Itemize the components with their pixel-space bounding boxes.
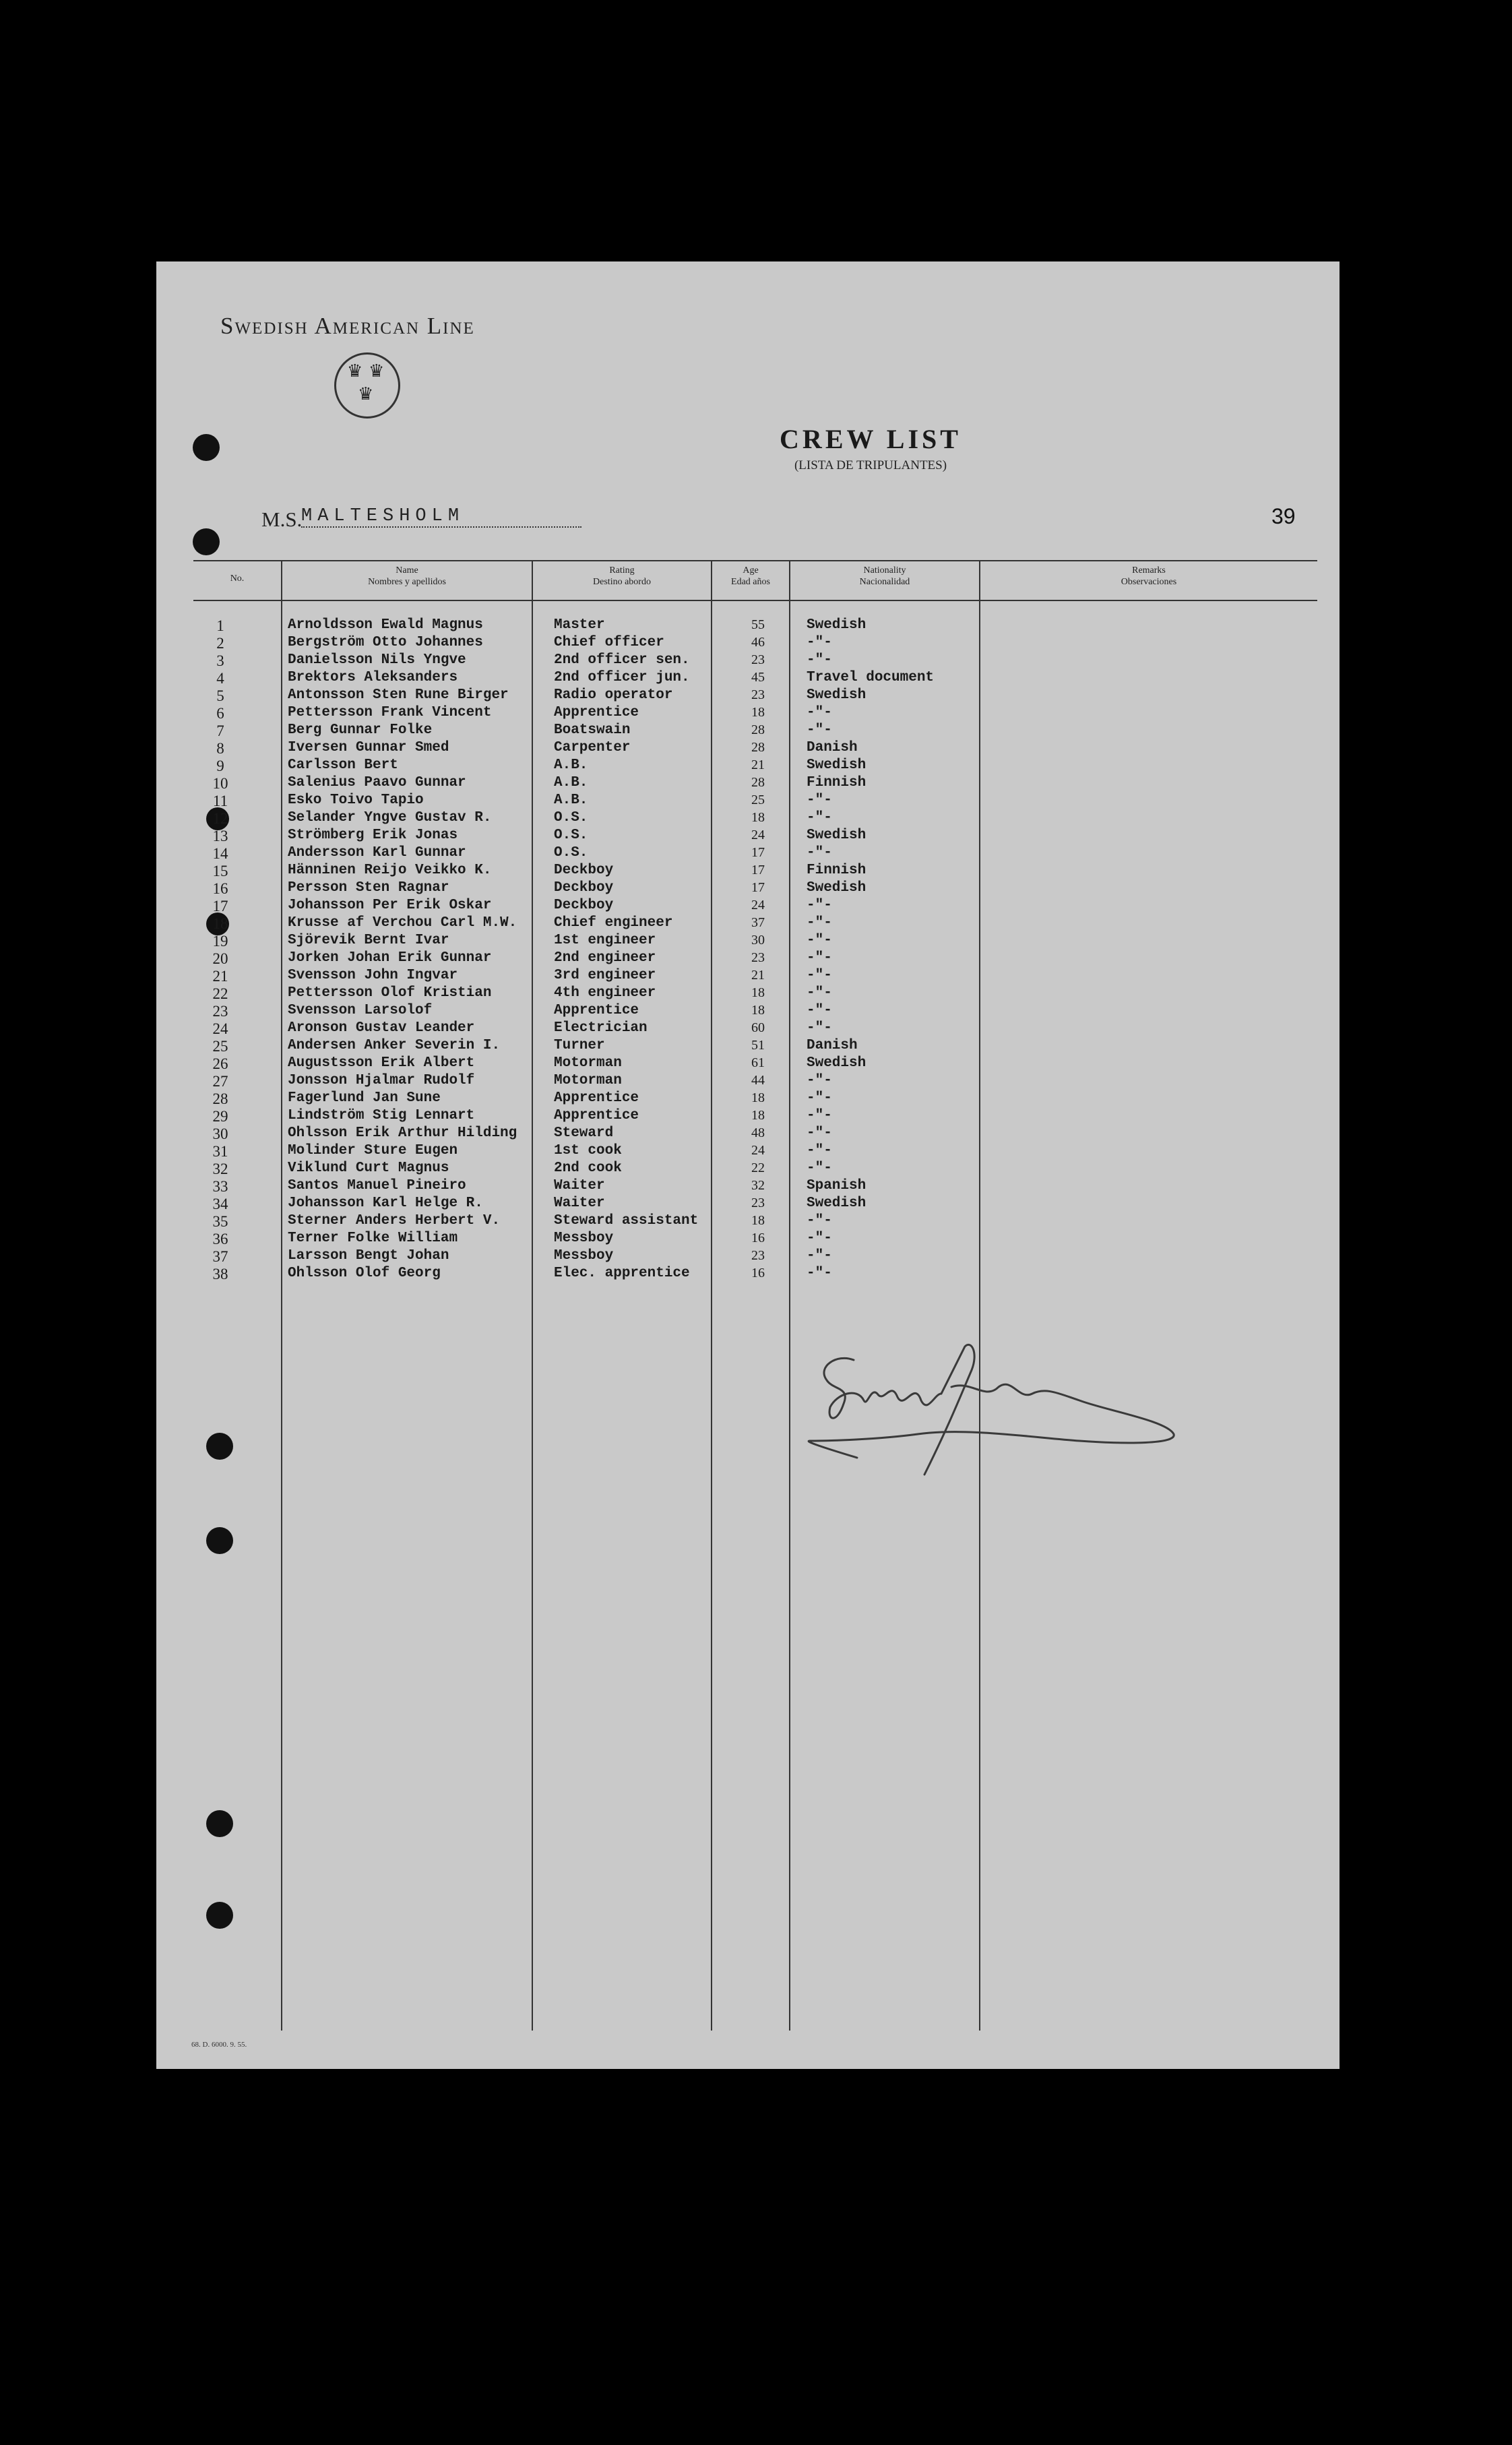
crew-age: 30 bbox=[751, 933, 765, 948]
crew-rating: 2nd officer jun. bbox=[554, 670, 690, 685]
crew-age: 17 bbox=[751, 863, 765, 877]
header-remarks-en: Remarks bbox=[1132, 565, 1166, 576]
crew-name: Augustsson Erik Albert bbox=[288, 1055, 475, 1071]
crew-nationality: -"- bbox=[807, 1090, 832, 1106]
crew-name: Danielsson Nils Yngve bbox=[288, 652, 466, 668]
crew-number: 10 bbox=[212, 775, 228, 792]
crew-rating: 4th engineer bbox=[554, 985, 656, 1001]
crew-number: 11 bbox=[212, 793, 228, 809]
crew-age: 23 bbox=[751, 950, 765, 965]
header-rating bbox=[533, 565, 711, 588]
crew-age: 37 bbox=[751, 915, 765, 930]
crew-age: 22 bbox=[751, 1160, 765, 1175]
crew-age: 44 bbox=[751, 1073, 765, 1088]
crew-number: 23 bbox=[212, 1003, 228, 1020]
crew-rating: 3rd engineer bbox=[554, 968, 656, 983]
crew-age: 60 bbox=[751, 1020, 765, 1035]
crew-rating: Waiter bbox=[554, 1196, 605, 1211]
crew-number: 26 bbox=[212, 1055, 228, 1072]
crew-age: 16 bbox=[751, 1231, 765, 1245]
crew-age: 23 bbox=[751, 1248, 765, 1263]
table-header-rule bbox=[193, 600, 1317, 601]
crew-number: 29 bbox=[212, 1108, 228, 1125]
crew-rating: Apprentice bbox=[554, 1108, 639, 1123]
crew-name: Krusse af Verchou Carl M.W. bbox=[288, 915, 517, 931]
crew-name: Persson Sten Ragnar bbox=[288, 880, 449, 896]
crew-name: Berg Gunnar Folke bbox=[288, 722, 433, 738]
header-rating-es: Destino abordo bbox=[593, 577, 651, 587]
crew-nationality: -"- bbox=[807, 1213, 832, 1229]
page-number: 39 bbox=[1271, 504, 1296, 528]
crew-number: 24 bbox=[212, 1020, 228, 1037]
header-nationality-en: Nationality bbox=[863, 565, 906, 576]
crew-nationality: Swedish bbox=[807, 757, 867, 773]
crew-number: 17 bbox=[212, 898, 228, 915]
crew-nationality: -"- bbox=[807, 705, 832, 720]
column-divider bbox=[711, 561, 712, 2031]
three-crowns-logo: ♛ ♛ ♛ bbox=[334, 352, 400, 419]
crew-rating: Steward bbox=[554, 1125, 614, 1141]
crew-name: Jorken Johan Erik Gunnar bbox=[288, 950, 492, 966]
crew-age: 48 bbox=[751, 1125, 765, 1140]
crew-number: 30 bbox=[212, 1125, 228, 1142]
crew-name: Larsson Bengt Johan bbox=[288, 1248, 449, 1264]
crew-rating: A.B. bbox=[554, 757, 588, 773]
crew-nationality: -"- bbox=[807, 810, 832, 826]
crew-rating: Deckboy bbox=[554, 898, 614, 913]
crew-nationality: Spanish bbox=[807, 1178, 867, 1194]
crew-number: 20 bbox=[212, 950, 228, 967]
header-age bbox=[712, 565, 789, 588]
crew-number: 31 bbox=[212, 1143, 228, 1160]
crew-age: 51 bbox=[751, 1038, 765, 1053]
crew-name: Carlsson Bert bbox=[288, 757, 398, 773]
crew-rating: Waiter bbox=[554, 1178, 605, 1194]
crew-nationality: Danish bbox=[807, 740, 858, 755]
crew-name: Johansson Karl Helge R. bbox=[288, 1196, 483, 1211]
crew-name: Santos Manuel Pineiro bbox=[288, 1178, 466, 1194]
header-no bbox=[193, 573, 281, 584]
crew-number: 2 bbox=[216, 635, 224, 652]
crew-age: 45 bbox=[751, 670, 765, 685]
crew-number: 25 bbox=[212, 1038, 228, 1055]
page-subtitle: (LISTA DE TRIPULANTES) bbox=[794, 458, 947, 472]
crew-nationality: -"- bbox=[807, 1003, 832, 1018]
crew-age: 61 bbox=[751, 1055, 765, 1070]
crew-age: 24 bbox=[751, 1143, 765, 1158]
crew-name: Sjörevik Bernt Ivar bbox=[288, 933, 449, 948]
crew-name: Sterner Anders Herbert V. bbox=[288, 1213, 501, 1229]
crew-number: 36 bbox=[212, 1231, 228, 1247]
crew-name: Lindström Stig Lennart bbox=[288, 1108, 475, 1123]
crew-rating: 2nd engineer bbox=[554, 950, 656, 966]
crew-rating: O.S. bbox=[554, 810, 588, 826]
column-divider bbox=[281, 561, 282, 2031]
crew-rating: Messboy bbox=[554, 1231, 614, 1246]
crew-name: Pettersson Frank Vincent bbox=[288, 705, 492, 720]
crew-name: Svensson Larsolof bbox=[288, 1003, 433, 1018]
crew-age: 18 bbox=[751, 1003, 765, 1018]
crew-number: 8 bbox=[216, 740, 224, 757]
crew-nationality: -"- bbox=[807, 722, 832, 738]
crew-number: 16 bbox=[212, 880, 228, 897]
crew-age: 18 bbox=[751, 1090, 765, 1105]
crew-age: 18 bbox=[751, 1213, 765, 1228]
crew-nationality: Finnish bbox=[807, 775, 867, 791]
crew-rating: Apprentice bbox=[554, 1090, 639, 1106]
crew-name: Jonsson Hjalmar Rudolf bbox=[288, 1073, 475, 1088]
crew-age: 32 bbox=[751, 1178, 765, 1193]
crew-age: 28 bbox=[751, 722, 765, 737]
crew-rating: O.S. bbox=[554, 845, 588, 861]
crew-number: 14 bbox=[212, 845, 228, 862]
crew-name: Andersen Anker Severin I. bbox=[288, 1038, 501, 1053]
punch-hole bbox=[193, 434, 220, 461]
crew-name: Selander Yngve Gustav R. bbox=[288, 810, 492, 826]
crew-age: 18 bbox=[751, 985, 765, 1000]
crew-nationality: -"- bbox=[807, 1108, 832, 1123]
crew-nationality: Travel document bbox=[807, 670, 935, 685]
crew-rating: 1st cook bbox=[554, 1143, 622, 1158]
crew-number: 12 bbox=[212, 810, 228, 827]
crew-age: 16 bbox=[751, 1266, 765, 1280]
header-remarks bbox=[980, 565, 1317, 588]
header-age-en: Age bbox=[743, 565, 759, 576]
crew-nationality: -"- bbox=[807, 652, 832, 668]
crew-nationality: -"- bbox=[807, 968, 832, 983]
crew-name: Aronson Gustav Leander bbox=[288, 1020, 475, 1036]
crew-nationality: -"- bbox=[807, 1231, 832, 1246]
crew-name: Iversen Gunnar Smed bbox=[288, 740, 449, 755]
crew-nationality: Swedish bbox=[807, 687, 867, 703]
crew-name: Ohlsson Olof Georg bbox=[288, 1266, 441, 1281]
column-divider bbox=[789, 561, 790, 2031]
crew-rating: Boatswain bbox=[554, 722, 631, 738]
crew-age: 55 bbox=[751, 617, 765, 632]
crew-rating: Apprentice bbox=[554, 705, 639, 720]
crew-name: Hänninen Reijo Veikko K. bbox=[288, 863, 492, 878]
crew-number: 35 bbox=[212, 1213, 228, 1230]
crew-name: Viklund Curt Magnus bbox=[288, 1160, 449, 1176]
crew-name: Ohlsson Erik Arthur Hilding bbox=[288, 1125, 517, 1141]
crew-rating: 2nd officer sen. bbox=[554, 652, 690, 668]
header-nationality-es: Nacionalidad bbox=[859, 577, 910, 587]
crew-nationality: Swedish bbox=[807, 617, 867, 633]
crew-name: Terner Folke William bbox=[288, 1231, 458, 1246]
crew-name: Brektors Aleksanders bbox=[288, 670, 458, 685]
crew-nationality: -"- bbox=[807, 1248, 832, 1264]
crew-number: 7 bbox=[216, 722, 224, 739]
crew-number: 21 bbox=[212, 968, 228, 985]
crew-rating: Electrician bbox=[554, 1020, 648, 1036]
header-name-en: Name bbox=[396, 565, 418, 576]
crew-rating: Motorman bbox=[554, 1055, 622, 1071]
crew-nationality: Swedish bbox=[807, 828, 867, 843]
crew-number: 34 bbox=[212, 1196, 228, 1212]
crew-number: 19 bbox=[212, 933, 228, 950]
crew-age: 25 bbox=[751, 793, 765, 807]
crew-rating: Master bbox=[554, 617, 605, 633]
crew-number: 37 bbox=[212, 1248, 228, 1265]
crew-nationality: -"- bbox=[807, 915, 832, 931]
crew-nationality: -"- bbox=[807, 985, 832, 1001]
crew-number: 28 bbox=[212, 1090, 228, 1107]
crew-age: 28 bbox=[751, 740, 765, 755]
crew-name: Andersson Karl Gunnar bbox=[288, 845, 466, 861]
crew-number: 32 bbox=[212, 1160, 228, 1177]
crew-nationality: Danish bbox=[807, 1038, 858, 1053]
crew-rating: 1st engineer bbox=[554, 933, 656, 948]
crew-number: 22 bbox=[212, 985, 228, 1002]
crew-rating: Elec. apprentice bbox=[554, 1266, 690, 1281]
crew-name: Pettersson Olof Kristian bbox=[288, 985, 492, 1001]
crew-rating: Radio operator bbox=[554, 687, 673, 703]
crew-rating: Deckboy bbox=[554, 863, 614, 878]
crew-nationality: Finnish bbox=[807, 863, 867, 878]
crew-nationality: -"- bbox=[807, 950, 832, 966]
crew-rating: A.B. bbox=[554, 775, 588, 791]
crew-nationality: -"- bbox=[807, 933, 832, 948]
crew-rating: Messboy bbox=[554, 1248, 614, 1264]
crew-rating: Carpenter bbox=[554, 740, 631, 755]
crew-nationality: -"- bbox=[807, 898, 832, 913]
crew-number: 18 bbox=[212, 915, 228, 932]
header-age-es: Edad años bbox=[731, 577, 770, 587]
crew-number: 15 bbox=[212, 863, 228, 879]
crew-nationality: Swedish bbox=[807, 880, 867, 896]
crew-age: 28 bbox=[751, 775, 765, 790]
punch-hole bbox=[206, 1527, 233, 1554]
crew-nationality: -"- bbox=[807, 1266, 832, 1281]
crew-age: 21 bbox=[751, 757, 765, 772]
crew-rating: Motorman bbox=[554, 1073, 622, 1088]
crew-number: 33 bbox=[212, 1178, 228, 1195]
header-name bbox=[282, 565, 532, 588]
crew-nationality: Swedish bbox=[807, 1196, 867, 1211]
crew-number: 4 bbox=[216, 670, 224, 687]
crew-nationality: -"- bbox=[807, 845, 832, 861]
crew-rating: Chief officer bbox=[554, 635, 664, 650]
page-title: CREW LIST bbox=[780, 424, 962, 454]
crew-name: Salenius Paavo Gunnar bbox=[288, 775, 466, 791]
crew-age: 17 bbox=[751, 845, 765, 860]
crew-rating: Apprentice bbox=[554, 1003, 639, 1018]
crew-list-document bbox=[156, 261, 1340, 2069]
crew-nationality: Swedish bbox=[807, 1055, 867, 1071]
crew-name: Molinder Sture Eugen bbox=[288, 1143, 458, 1158]
crew-age: 18 bbox=[751, 810, 765, 825]
crew-age: 24 bbox=[751, 898, 765, 912]
printer-code: 68. D. 6000. 9. 55. bbox=[191, 2041, 247, 2049]
punch-hole bbox=[193, 528, 220, 555]
crew-age: 23 bbox=[751, 687, 765, 702]
company-name: Swedish American Line bbox=[220, 313, 475, 339]
header-rating-en: Rating bbox=[609, 565, 635, 576]
crew-nationality: -"- bbox=[807, 1143, 832, 1158]
crew-number: 13 bbox=[212, 828, 228, 844]
crew-age: 21 bbox=[751, 968, 765, 983]
crew-age: 18 bbox=[751, 1108, 765, 1123]
crew-rating: A.B. bbox=[554, 793, 588, 808]
header-name-es: Nombres y apellidos bbox=[368, 577, 446, 587]
crew-nationality: -"- bbox=[807, 793, 832, 808]
crew-name: Bergström Otto Johannes bbox=[288, 635, 483, 650]
header-remarks-es: Observaciones bbox=[1121, 577, 1177, 587]
crew-nationality: -"- bbox=[807, 1020, 832, 1036]
crew-age: 18 bbox=[751, 705, 765, 720]
crew-rating: Steward assistant bbox=[554, 1213, 699, 1229]
column-divider bbox=[979, 561, 980, 2031]
crew-age: 23 bbox=[751, 652, 765, 667]
crew-rating: Deckboy bbox=[554, 880, 614, 896]
crew-name: Esko Toivo Tapio bbox=[288, 793, 424, 808]
ship-prefix-label: M.S. bbox=[261, 507, 303, 531]
table-top-rule bbox=[193, 560, 1317, 561]
crew-name: Svensson John Ingvar bbox=[288, 968, 458, 983]
crew-rating: Chief engineer bbox=[554, 915, 673, 931]
punch-hole bbox=[206, 1810, 233, 1837]
column-divider bbox=[532, 561, 533, 2031]
punch-hole bbox=[206, 1433, 233, 1460]
crew-number: 27 bbox=[212, 1073, 228, 1090]
crew-rating: Turner bbox=[554, 1038, 605, 1053]
crew-name: Antonsson Sten Rune Birger bbox=[288, 687, 509, 703]
crew-number: 38 bbox=[212, 1266, 228, 1282]
punch-hole bbox=[206, 1902, 233, 1929]
crew-number: 9 bbox=[216, 757, 224, 774]
crew-nationality: -"- bbox=[807, 1073, 832, 1088]
crew-name: Arnoldsson Ewald Magnus bbox=[288, 617, 483, 633]
crew-age: 24 bbox=[751, 828, 765, 842]
crew-number: 5 bbox=[216, 687, 224, 704]
crew-rating: O.S. bbox=[554, 828, 588, 843]
crew-nationality: -"- bbox=[807, 635, 832, 650]
crew-rating: 2nd cook bbox=[554, 1160, 622, 1176]
crew-name: Fagerlund Jan Sune bbox=[288, 1090, 441, 1106]
crew-age: 23 bbox=[751, 1196, 765, 1210]
header-no-label: No. bbox=[230, 574, 245, 584]
header-nationality bbox=[790, 565, 979, 588]
crew-number: 3 bbox=[216, 652, 224, 669]
crew-name: Johansson Per Erik Oskar bbox=[288, 898, 492, 913]
handwritten-signature bbox=[790, 1340, 1194, 1495]
crew-nationality: -"- bbox=[807, 1160, 832, 1176]
crew-nationality: -"- bbox=[807, 1125, 832, 1141]
crew-age: 17 bbox=[751, 880, 765, 895]
ship-name: MALTESHOLM bbox=[301, 506, 581, 528]
crew-number: 1 bbox=[216, 617, 224, 634]
crew-number: 6 bbox=[216, 705, 224, 722]
crew-name: Strömberg Erik Jonas bbox=[288, 828, 458, 843]
crew-age: 46 bbox=[751, 635, 765, 650]
